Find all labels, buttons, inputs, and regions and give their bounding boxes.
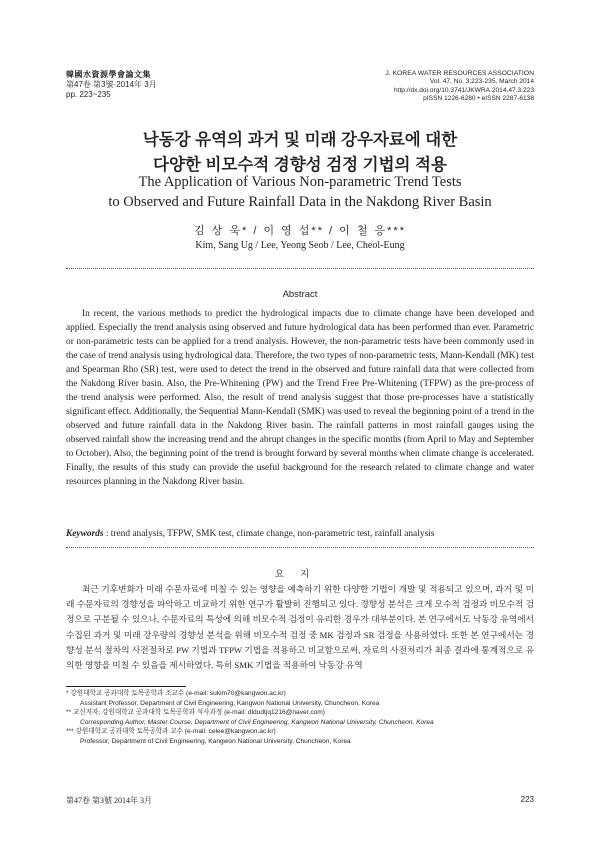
footer-volume: 第47卷 第3號 2014年 3月 — [66, 796, 152, 805]
footnote-1-line1: * 강원대학교 공과대학 토목공학과 조교수 (e-mail: sukim70@kangwon.ac.kr) — [66, 690, 286, 697]
abstract-heading: Abstract — [282, 289, 318, 300]
authors-korean: 김 상 욱* / 이 영 섭** / 이 철 응*** — [194, 225, 406, 237]
dotted-divider — [66, 268, 534, 269]
keywords-label: Keywords — [66, 529, 104, 539]
footnote-2-line2: Corresponding Author, Master Course, Department of Civil Engineering, Kangwon National University, Chuncheon, Korea — [80, 718, 434, 726]
footnote-3-line2: Professor, Department of Civil Engineering, Kangwon National University, Chuncheon, Korea — [80, 737, 351, 745]
doi-link[interactable]: http://dx.doi.org/10.3741/JKWRA.2014.47.3.223 — [393, 86, 534, 94]
volume-issue: 第47卷 第3號·2014年 3月 — [66, 80, 157, 89]
footnotes — [66, 689, 536, 747]
page-range: pp. 223~235 — [66, 90, 111, 99]
journal-name-english: J. KOREA WATER RESOURCES ASSOCIATION — [385, 70, 534, 77]
summary-body: 최근 기후변화가 미래 수문자료에 미칠 수 있는 영향을 예측하기 위한 다양한 기법이 개발 및 적용되고 있으며, 과거 및 미래 수문자료의 경향성을 파악하고 비교하기 위한 연구가 활발히 진행되고 있다. 경향성 분석은 크게 모수적 검정과 비모수적 검정으로 구분될 수 있으나, 수문자료의 특성에 의해 비모수적 검정이 유리한 경우가 대부분이다. 본 연구에서도 낙동강 유역에서 수집된 과거 및 미래 강우량의 경향성 분석을 위해 비모수적 검정 중 MK 검정과 SR 검정을 사용하였다. 또한 본 연구에서는 경향성 분석 절차의 사전절차로 PW 기법과 TFPW 기법을 적용하고 비교함으로써, 자료의 사전처리가 최종 결과에 통계적으로 유의한 영향을 미칠 수 있음을 제시하였다. 특히 SMK 기법을 적용하여 낙동강 유역 — [66, 584, 534, 671]
footnote-rule — [66, 686, 186, 687]
title-english-line1: The Application of Various Non-parametric Trend Tests — [138, 174, 462, 190]
summary-heading: 요지 — [274, 569, 326, 580]
title-korean-line2: 다양한 비모수적 경향성 검정 기법의 적용 — [153, 156, 447, 174]
volume-info: Vol. 47, No. 3:223-235, March 2014 — [429, 78, 534, 86]
footnote-2-line1: ** 교신저자, 강원대학교 공과대학 토목공학과 석사과정 (e-mail: dldudtjq1216@naver.com) — [66, 709, 325, 717]
issn: pISSN 1226-6280 • eISSN 2287-6138 — [423, 95, 534, 103]
journal-name-korean: 韓國水資源學會論文集 — [66, 70, 151, 79]
journal-header-left — [66, 70, 157, 100]
footnote-3-line1: *** 강원대학교 공과대학 토목공학과 교수 (e-mail: celee@kangwon.ac.kr) — [66, 728, 276, 736]
keywords-text: : trend analysis, TFPW, SMK test, climate change, non-parametric test, rainfall analysis — [103, 529, 435, 539]
authors-english: Kim, Sang Ug / Lee, Yeong Seob / Lee, Cheol-Eung — [195, 240, 405, 251]
title-english-line2: to Observed and Future Rainfall Data in the Nakdong River Basin — [108, 194, 492, 210]
journal-header-right — [385, 70, 534, 104]
page-number: 223 — [520, 795, 534, 804]
abstract-body: In recent, the various methods to predict the hydrological impacts due to climate change have been developed and applied. Especially the trend analysis using observed and future hydrological data has been performed than ever. Parametric or non-parametric tests can be applied for a trend analysis. However, the non-parametric tests have been commonly used in the case of trend analysis using hydrological data. Therefore, the two types of non-parametric tests, Mann-Kendall (MK) test and Spearman Rho (SR) test, were used to detect the trend in the observed and future rainfall data that were collected from the Nakdong River basin. Also, the Pre-Whitening (PW) and the Trend Free Pre-Whitening (TFPW) as the pre-process of the trend analysis were performed. Also, the result of trend analysis suggest that those pre-processes have a statistically significant effect. Additionally, the Sequential Mann-Kendall (SMK) was used to reveal the beginning point of a trend in the observed and future rainfall data in the Nakdong River basin. The rainfall patterns in most rainfall gauges using the observed rainfall show the increasing trend and the abrupt changes in the specific months (from April to May and September to October). Also, the beginning point of the trend is brought forward by several months when climate change is accelerated. Finally, the results of this study can provide the useful background for the research related to climate change and water resources planning in the Nakdong River basin. — [66, 309, 534, 487]
dotted-divider — [66, 547, 534, 548]
footnote-1-line2: Assistant Professor, Department of Civil Engineering, Kangwon National University, Chuncheon, Korea — [80, 699, 380, 707]
keywords — [66, 529, 534, 539]
title-korean-line1: 낙동강 유역의 과거 및 미래 강우자료에 대한 — [142, 131, 458, 149]
